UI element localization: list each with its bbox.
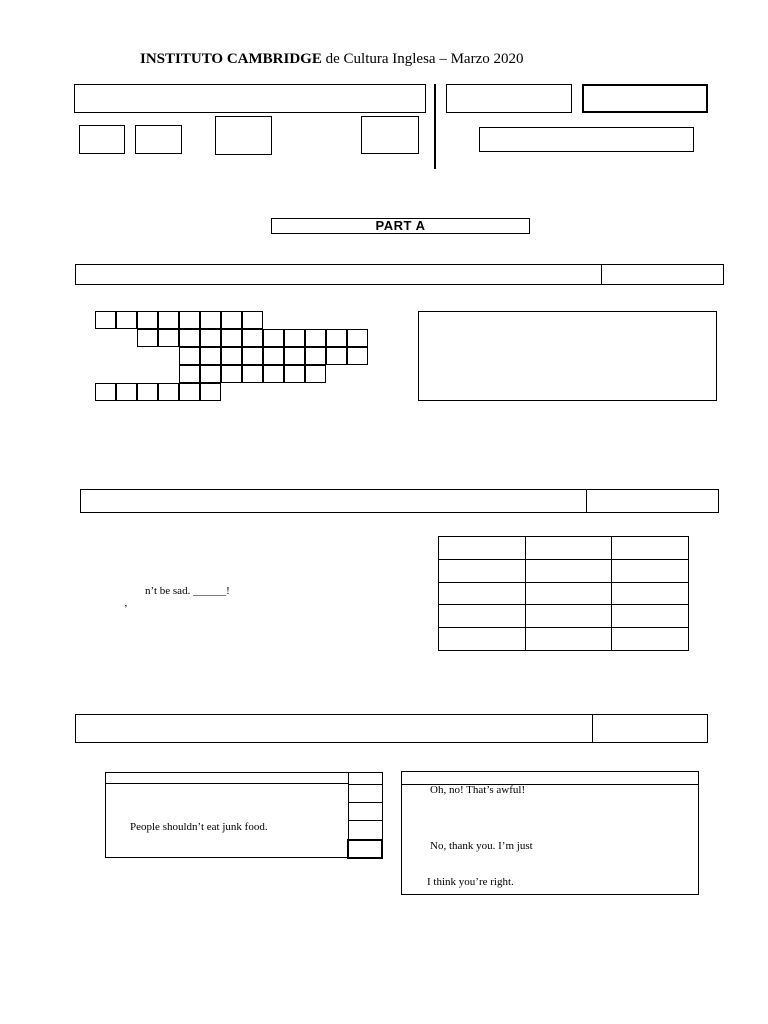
- puzzle-cell[interactable]: [284, 329, 305, 347]
- header-divider: [434, 84, 436, 169]
- year-field[interactable]: [215, 116, 272, 155]
- puzzle-cell[interactable]: [116, 311, 137, 329]
- puzzle-cell[interactable]: [263, 347, 284, 365]
- puzzle-cell[interactable]: [242, 329, 263, 347]
- part-a-label: PART A: [271, 218, 530, 234]
- puzzle-cell[interactable]: [284, 347, 305, 365]
- response-2: No, thank you. I’m just: [430, 840, 533, 852]
- exercise-2-stray-mark: ’: [124, 603, 128, 615]
- puzzle-cell[interactable]: [326, 329, 347, 347]
- puzzle-cell[interactable]: [221, 347, 242, 365]
- statements-box: [105, 772, 349, 858]
- puzzle-cell[interactable]: [200, 365, 221, 383]
- puzzle-cell[interactable]: [200, 383, 221, 401]
- title-date: de Cultura Inglesa – Marzo 2020: [321, 51, 524, 67]
- table-cell[interactable]: [612, 605, 689, 628]
- word-bank-box: [418, 311, 717, 401]
- puzzle-cell[interactable]: [200, 311, 221, 329]
- table-cell[interactable]: [526, 582, 612, 605]
- puzzle-cell[interactable]: [242, 347, 263, 365]
- puzzle-cell[interactable]: [284, 365, 305, 383]
- answer-box-1[interactable]: [348, 784, 383, 803]
- puzzle-cell[interactable]: [158, 329, 179, 347]
- number-field[interactable]: [361, 116, 419, 154]
- puzzle-cell[interactable]: [179, 383, 200, 401]
- exercise-2-instructions-box: [80, 489, 587, 513]
- name-field[interactable]: [74, 84, 426, 113]
- puzzle-cell[interactable]: [326, 347, 347, 365]
- mark-field[interactable]: [582, 84, 708, 113]
- puzzle-cell[interactable]: [242, 311, 263, 329]
- table-cell[interactable]: [439, 628, 526, 651]
- statements-header-line: [105, 783, 349, 784]
- puzzle-cell[interactable]: [116, 383, 137, 401]
- table-cell[interactable]: [439, 582, 526, 605]
- puzzle-cell[interactable]: [200, 347, 221, 365]
- puzzle-cell[interactable]: [263, 329, 284, 347]
- puzzle-cell[interactable]: [158, 311, 179, 329]
- table-cell[interactable]: [439, 605, 526, 628]
- answer-box-4[interactable]: [347, 839, 383, 859]
- puzzle-cell[interactable]: [347, 329, 368, 347]
- response-3: I think you’re right.: [427, 876, 514, 888]
- table-cell[interactable]: [439, 559, 526, 582]
- table-cell[interactable]: [526, 605, 612, 628]
- exercise-2-table: [438, 536, 689, 651]
- exercise-1-instructions-box: [75, 264, 602, 285]
- class-field[interactable]: [446, 84, 572, 113]
- table-cell[interactable]: [612, 628, 689, 651]
- exercise-1-score-box: [601, 264, 724, 285]
- puzzle-cell[interactable]: [347, 347, 368, 365]
- puzzle-cell[interactable]: [137, 329, 158, 347]
- puzzle-cell[interactable]: [95, 311, 116, 329]
- table-cell[interactable]: [612, 537, 689, 560]
- answer-box-2[interactable]: [348, 802, 383, 821]
- puzzle-cell[interactable]: [221, 365, 242, 383]
- month-field[interactable]: [135, 125, 182, 154]
- page-title: [140, 51, 523, 68]
- puzzle-cell[interactable]: [158, 383, 179, 401]
- table-cell[interactable]: [612, 582, 689, 605]
- title-institution: INSTITUTO CAMBRIDGE: [140, 51, 322, 67]
- puzzle-cell[interactable]: [221, 311, 242, 329]
- statement-junk-food: People shouldn’t eat junk food.: [130, 821, 268, 833]
- exercise-2-sentence: n’t be sad. ______!: [145, 585, 230, 597]
- exercise-2-score-box: [586, 489, 719, 513]
- table-cell[interactable]: [526, 537, 612, 560]
- response-1: Oh, no! That’s awful!: [430, 784, 526, 796]
- puzzle-cell[interactable]: [221, 329, 242, 347]
- answer-box-3[interactable]: [348, 820, 383, 840]
- puzzle-cell[interactable]: [305, 365, 326, 383]
- puzzle-cell[interactable]: [242, 365, 263, 383]
- puzzle-cell[interactable]: [95, 383, 116, 401]
- puzzle-cell[interactable]: [179, 311, 200, 329]
- exercise-3-score-box: [592, 714, 708, 743]
- puzzle-cell[interactable]: [179, 329, 200, 347]
- day-field[interactable]: [79, 125, 125, 154]
- puzzle-cell[interactable]: [137, 383, 158, 401]
- exercise-3-instructions-box: [75, 714, 593, 743]
- puzzle-cell[interactable]: [305, 347, 326, 365]
- puzzle-cell[interactable]: [179, 347, 200, 365]
- puzzle-cell[interactable]: [263, 365, 284, 383]
- puzzle-cell[interactable]: [137, 311, 158, 329]
- table-cell[interactable]: [526, 559, 612, 582]
- table-cell[interactable]: [439, 537, 526, 560]
- table-cell[interactable]: [526, 628, 612, 651]
- puzzle-cell[interactable]: [305, 329, 326, 347]
- puzzle-cell[interactable]: [200, 329, 221, 347]
- table-cell[interactable]: [612, 559, 689, 582]
- teacher-field[interactable]: [479, 127, 694, 152]
- puzzle-cell[interactable]: [179, 365, 200, 383]
